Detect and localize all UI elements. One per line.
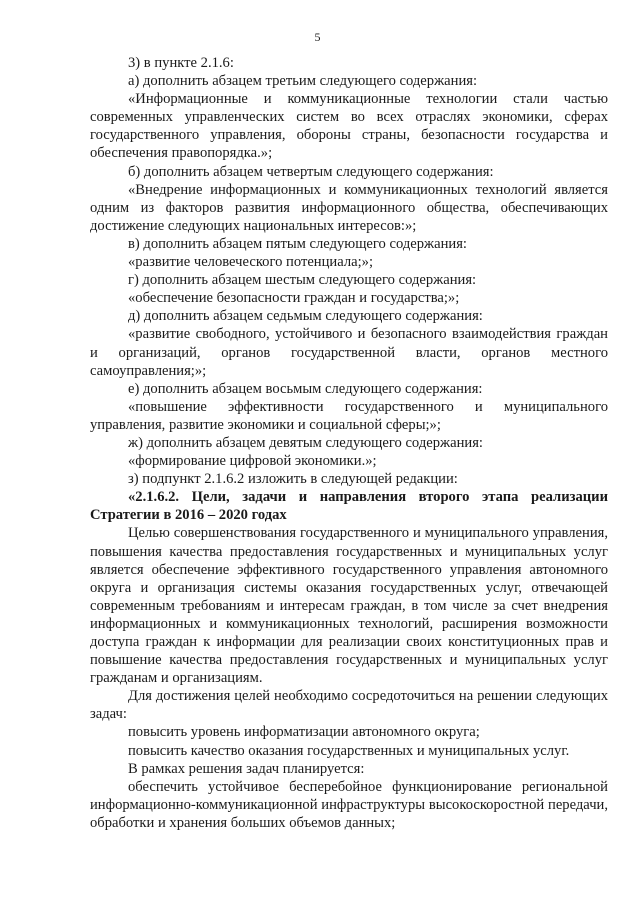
paragraph: «повышение эффективности государственного и муниципального управления, развитие экономики и социальной сферы;»; — [90, 398, 608, 433]
paragraph: в) дополнить абзацем пятым следующего содержания: — [128, 235, 467, 252]
paragraph: д) дополнить абзацем седьмым следующего содержания: — [128, 308, 483, 325]
page-number: 5 — [314, 30, 321, 44]
paragraph: Целью совершенствования государственного и муниципального управления, повышения качества предоставления государственных и муниципальных услуг является обеспечение эффективного государственного управления автономного округа и организация системы оказания государственных услуг, отвечающей современным требованиям и интересам граждан, в том числе за счет внедрения информационных и коммуникационных технологий, расширения возможности доступа граждан к информации для реализации своих конституционных прав и повышение качества предоставления государственных и муниципальных услуг гражданам и организациям. — [90, 525, 608, 687]
paragraph: г) дополнить абзацем шестым следующего содержания: — [128, 272, 477, 289]
paragraph: з) подпункт 2.1.6.2 изложить в следующей редакции: — [128, 471, 458, 488]
section-heading: «2.1.6.2. Цели, задачи и направления второго этапа реализации Стратегии в 2016 – 2020 годах — [90, 489, 608, 524]
paragraph: повысить качество оказания государственных и муниципальных услуг. — [128, 742, 570, 759]
paragraph: обеспечить устойчивое бесперебойное функционирование региональной информационно-коммуникационной инфраструктуры высокоскоростной передачи, обработки и хранения больших объемов данных; — [90, 778, 608, 831]
paragraph: «обеспечение безопасности граждан и государства;»; — [128, 290, 460, 307]
paragraph: б) дополнить абзацем четвертым следующего содержания: — [128, 163, 494, 180]
paragraph: «Информационные и коммуникационные технологии стали частью современных управленческих систем во всех отраслях экономики, сферах государственного управления, обороны страны, безопасности государства и обеспечения правопорядка.»; — [90, 91, 608, 162]
paragraph: повысить уровень информатизации автономного округа; — [128, 724, 480, 741]
paragraph: «Внедрение информационных и коммуникационных технологий является одним из факторов развития информационного общества, обеспечивающих достижение следующих национальных интересов:»; — [90, 181, 608, 234]
paragraph: Для достижения целей необходимо сосредоточиться на решении следующих задач: — [90, 688, 608, 723]
paragraph: е) дополнить абзацем восьмым следующего содержания: — [128, 380, 483, 397]
paragraph: «формирование цифровой экономики.»; — [128, 453, 377, 470]
paragraph: «развитие человеческого потенциала;»; — [128, 254, 374, 271]
document-body — [90, 54, 608, 832]
paragraph: а) дополнить абзацем третьим следующего содержания: — [128, 73, 478, 90]
paragraph: ж) дополнить абзацем девятым следующего содержания: — [128, 434, 483, 451]
paragraph: «развитие свободного, устойчивого и безопасного взаимодействия граждан и организаций, органов государственной власти, органов местного самоуправления;»; — [90, 326, 608, 379]
paragraph: 3) в пункте 2.1.6: — [128, 55, 234, 71]
paragraph: В рамках решения задач планируется: — [128, 760, 365, 777]
